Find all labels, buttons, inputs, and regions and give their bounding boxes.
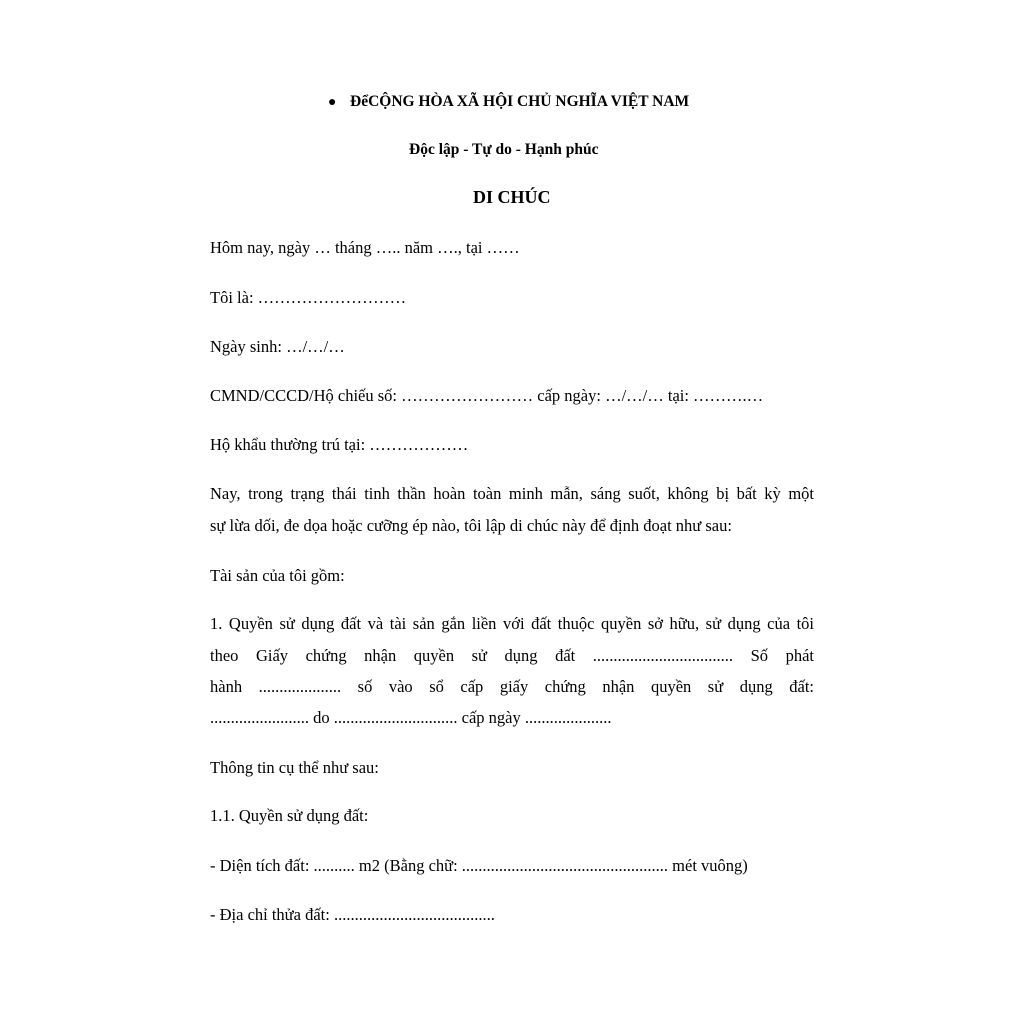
item1-line-2: theo Giấy chứng nhận quyền sử dụng đất .................................. Số phát [210,646,814,665]
residence-line: Hộ khẩu thường trú tại: ……………… [210,435,469,454]
area-line: - Diện tích đất: .......... m2 (Bằng chữ: .................................................. mét vuông) [210,856,748,875]
bullet-icon: ● [328,95,337,110]
address-line: - Địa chỉ thửa đất: ....................................... [210,905,495,924]
declaration-line-1: Nay, trong trạng thái tinh thần hoàn toàn minh mẫn, sáng suốt, không bị bất kỳ một [210,484,814,503]
declaration-line-2: sự lừa dối, đe dọa hoặc cưỡng ép nào, tôi lập di chúc này để định đoạt như sau: [210,516,732,535]
item1-1-title: 1.1. Quyền sử dụng đất: [210,806,369,825]
details-intro: Thông tin cụ thể như sau: [210,758,379,777]
id-line: CMND/CCCD/Hộ chiếu số: …………………… cấp ngày: …/…/… tại: ……….… [210,386,764,405]
item1-line-3: hành .................... số vào sổ cấp giấy chứng nhận quyền sử dụng đất: [210,677,814,696]
assets-intro: Tài sản của tôi gồm: [210,566,345,585]
item1-line-4: ........................ do .............................. cấp ngày ..................... [210,708,612,727]
dob-line: Ngày sinh: …/…/… [210,337,345,356]
item1-line-1: 1. Quyền sử dụng đất và tài sản gắn liền với đất thuộc quyền sở hữu, sử dụng của tôi [210,614,814,633]
nation-title: ĐểCỘNG HÒA XÃ HỘI CHỦ NGHĨA VIỆT NAM [350,93,690,110]
document-title: DI CHÚC [473,187,551,207]
nation-heading [328,93,689,111]
name-line: Tôi là: ……………………… [210,288,407,307]
date-line: Hôm nay, ngày … tháng ….. năm …., tại …… [210,238,520,257]
motto-heading: Độc lập - Tự do - Hạnh phúc [409,141,599,158]
